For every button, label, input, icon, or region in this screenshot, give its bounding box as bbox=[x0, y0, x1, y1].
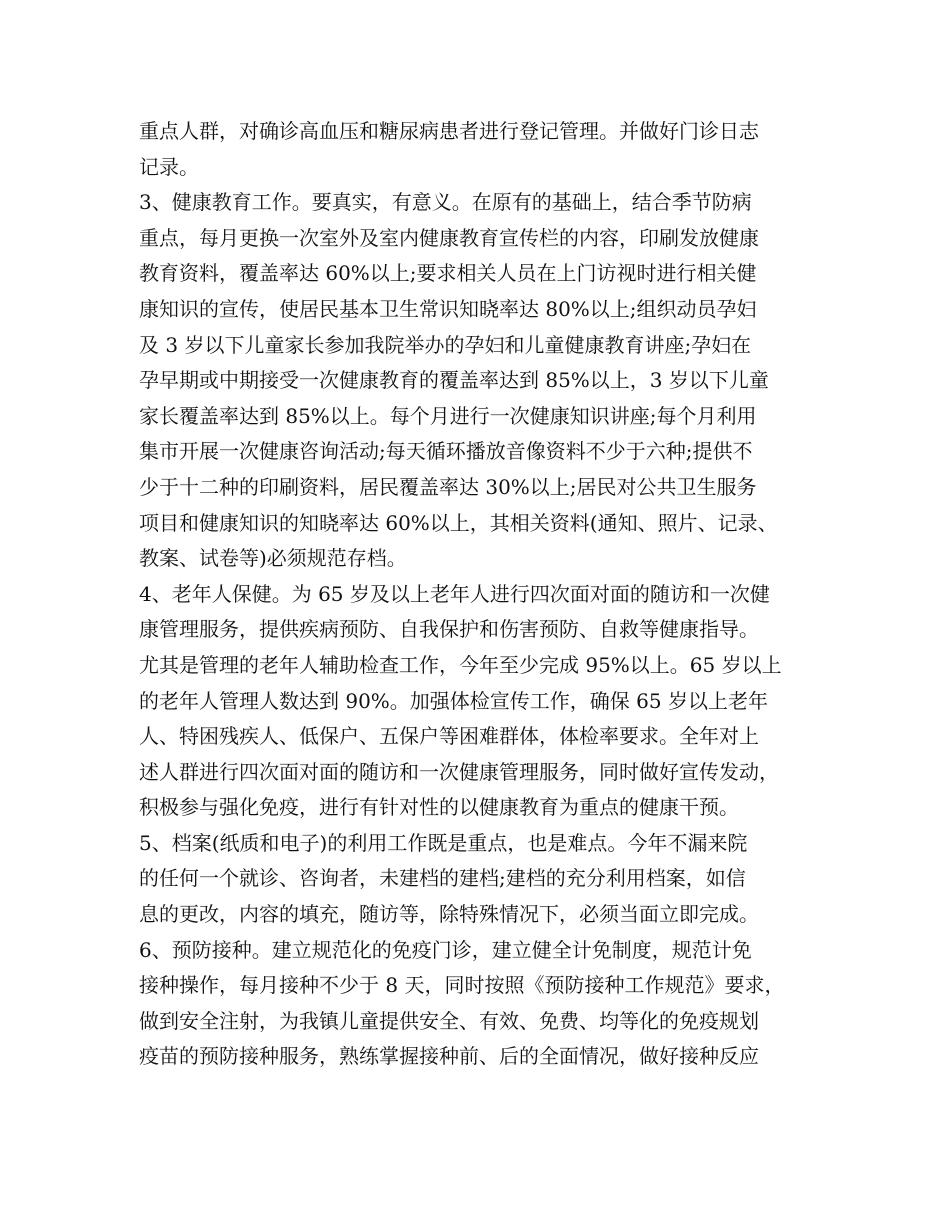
text-line: 积极参与强化免疫，进行有针对性的以健康教育为重点的健康干预。 bbox=[139, 795, 739, 820]
text-line: 集市开展一次健康咨询活动;每天循环播放音像资料不少于六种;提供不 bbox=[139, 439, 753, 464]
text-line: 家长覆盖率达到 85%以上。每个月进行一次健康知识讲座;每个月利用 bbox=[139, 403, 757, 428]
text-line: 疫苗的预防接种服务，熟练掌握接种前、后的全面情况，做好接种反应 bbox=[139, 1044, 759, 1069]
text-line: 的任何一个就诊、咨询者，未建档的建档;建档的充分利用档案，如信 bbox=[139, 866, 746, 891]
text-line: 重点，每月更换一次室外及室内健康教育宣传栏的内容，印刷发放健康 bbox=[139, 225, 759, 250]
text-line: 康知识的宣传，使居民基本卫生常识知晓率达 80%以上;组织动员孕妇 bbox=[139, 296, 757, 321]
text-line: 教案、试卷等)必须规范存档。 bbox=[139, 546, 407, 571]
text-line: 人、特困残疾人、低保户、五保户等困难群体，体检率要求。全年对上 bbox=[139, 724, 759, 749]
text-line: 项目和健康知识的知晓率达 60%以上，其相关资料(通知、照片、记录、 bbox=[139, 510, 778, 535]
text-line: 重点人群，对确诊高血压和糖尿病患者进行登记管理。并做好门诊日志 bbox=[139, 119, 759, 143]
text-line: 3、健康教育工作。要真实，有意义。在原有的基础上，结合季节防病 bbox=[139, 190, 752, 215]
text-line: 康管理服务，提供疾病预防、自我保护和伤害预防、自救等健康指导。 bbox=[139, 617, 759, 642]
body-text bbox=[139, 114, 839, 1075]
text-line: 接种操作，每月接种不少于 8 天，同时按照《预防接种工作规范》要求， bbox=[139, 973, 785, 998]
text-line: 孕早期或中期接受一次健康教育的覆盖率达到 85%以上，3 岁以下儿童 bbox=[139, 368, 769, 393]
text-line: 教育资料，覆盖率达 60%以上;要求相关人员在上门访视时进行相关健 bbox=[139, 261, 757, 286]
text-line: 及 3 岁以下儿童家长参加我院举办的孕妇和儿童健康教育讲座;孕妇在 bbox=[139, 332, 752, 357]
text-line: 做到安全注射，为我镇儿童提供安全、有效、免费、均等化的免疫规划 bbox=[139, 1008, 759, 1033]
text-line: 6、预防接种。建立规范化的免疫门诊，建立健全计免制度，规范计免 bbox=[139, 937, 752, 962]
text-line: 尤其是管理的老年人辅助检查工作，今年至少完成 95%以上。65 岁以上 bbox=[139, 652, 782, 677]
text-line: 4、老年人保健。为 65 岁及以上老年人进行四次面对面的随访和一次健 bbox=[139, 581, 770, 606]
text-line: 5、档案(纸质和电子)的利用工作既是重点，也是难点。今年不漏来院 bbox=[139, 830, 748, 855]
text-line: 少于十二种的印刷资料，居民覆盖率达 30%以上;居民对公共卫生服务 bbox=[139, 474, 757, 499]
text-line: 述人群进行四次面对面的随访和一次健康管理服务，同时做好宣传发动， bbox=[139, 759, 779, 784]
text-line: 的老年人管理人数达到 90%。加强体检宣传工作，确保 65 岁以上老年 bbox=[139, 688, 768, 713]
text-line: 息的更改，内容的填充，随访等，除特殊情况下，必须当面立即完成。 bbox=[139, 902, 759, 927]
text-line: 记录。 bbox=[139, 154, 199, 179]
